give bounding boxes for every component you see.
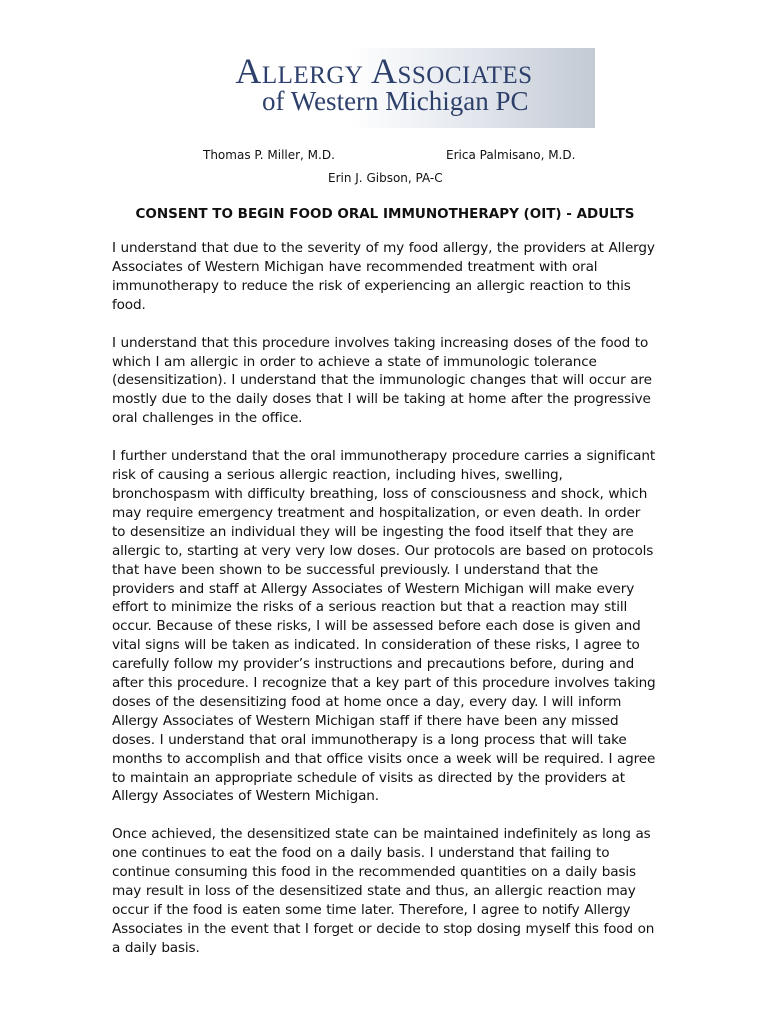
text-line: one continues to eat the food on a daily basis. I understand that failing to [112,845,610,862]
doctor-erica-palmisano: Erica Palmisano, M.D. [446,148,576,162]
text-line: may result in loss of the desensitized state and thus, an allergic reaction may [112,883,636,900]
text-line: mostly due to the daily doses that I will be taking at home after the progressive [112,391,651,408]
text-line: Once achieved, the desensitized state can be maintained indefinitely as long as [112,826,651,843]
text-line: I further understand that the oral immunotherapy procedure carries a significant [112,448,656,465]
text-line: to maintain an appropriate schedule of visits as directed by the providers at [112,769,625,786]
paragraph-procedure [112,334,662,429]
text-line: months to accomplish and that office visits once a week will be required. I agree [112,750,656,767]
text-line: doses. I understand that oral immunotherapy is a long process that will take [112,731,627,748]
text-line: may require emergency treatment and hospitalization, or even death. In order [112,504,641,521]
paragraph-risks [112,447,662,806]
text-line: allergic to, starting at very very low doses. Our protocols are based on protocols [112,542,654,559]
text-line: (desensitization). I understand that the immunologic changes that will occur are [112,372,652,389]
text-line: Associates of Western Michigan have recommended treatment with oral [112,258,598,275]
paragraph-recommendation [112,239,662,315]
practice-logo [170,48,595,128]
text-line: oral challenges in the office. [112,410,303,427]
text-line: after this procedure. I recognize that a key part of this procedure involves taking [112,675,656,692]
text-line: Associates in the event that I forget or decide to stop dosing myself this food on [112,920,655,937]
text-line: doses of the desensitizing food at home once a day, every day. I will inform [112,693,622,710]
logo-practice-name-text: Allergy Associates [235,51,533,91]
text-line: to desensitize an individual they will be ingesting the food itself that they are [112,523,634,540]
text-line: a daily basis. [112,939,200,956]
text-line: that have been shown to be successful previously. I understand that the [112,561,599,578]
text-line: Allergy Associates of Western Michigan staff if there have been any missed [112,712,619,729]
text-line: which I am allergic in order to achieve a state of immunologic tolerance [112,353,597,370]
text-line: I understand that due to the severity of my food allergy, the providers at Allergy [112,240,655,256]
text-line: continue consuming this food in the recommended quantities on a daily basis [112,864,636,881]
text-line: food. [112,296,146,313]
text-line: immunotherapy to reduce the risk of experiencing an allergic reaction to this [112,277,631,294]
document-title: CONSENT TO BEGIN FOOD ORAL IMMUNOTHERAPY (OIT) - ADULTS [135,206,635,222]
text-line: bronchospasm with difficulty breathing, loss of consciousness and shock, which [112,485,648,502]
paragraph-maintenance [112,825,662,957]
provider-erin-gibson: Erin J. Gibson, PA-C [328,171,443,185]
text-line: effort to minimize the risks of a serious reaction but that a reaction may still [112,599,628,616]
text-line: occur. Because of these risks, I will be assessed before each dose is given and [112,618,641,635]
text-line: occur if the food is eaten some time later. Therefore, I agree to notify Allergy [112,902,631,918]
text-line: I understand that this procedure involves taking increasing doses of the food to [112,334,649,351]
logo-practice-location: of Western Michigan PC [262,86,529,116]
text-line: Allergy Associates of Western Michigan. [112,788,379,805]
text-line: vital signs will be taken as indicated. In consideration of these risks, I agree to [112,637,640,654]
text-line: carefully follow my provider’s instructions and precautions before, during and [112,656,635,673]
text-line: providers and staff at Allergy Associates of Western Michigan will make every [112,580,635,597]
consent-body [112,239,662,977]
doctor-thomas-miller: Thomas P. Miller, M.D. [203,148,335,162]
text-line: risk of causing a serious allergic reaction, including hives, swelling, [112,467,563,484]
